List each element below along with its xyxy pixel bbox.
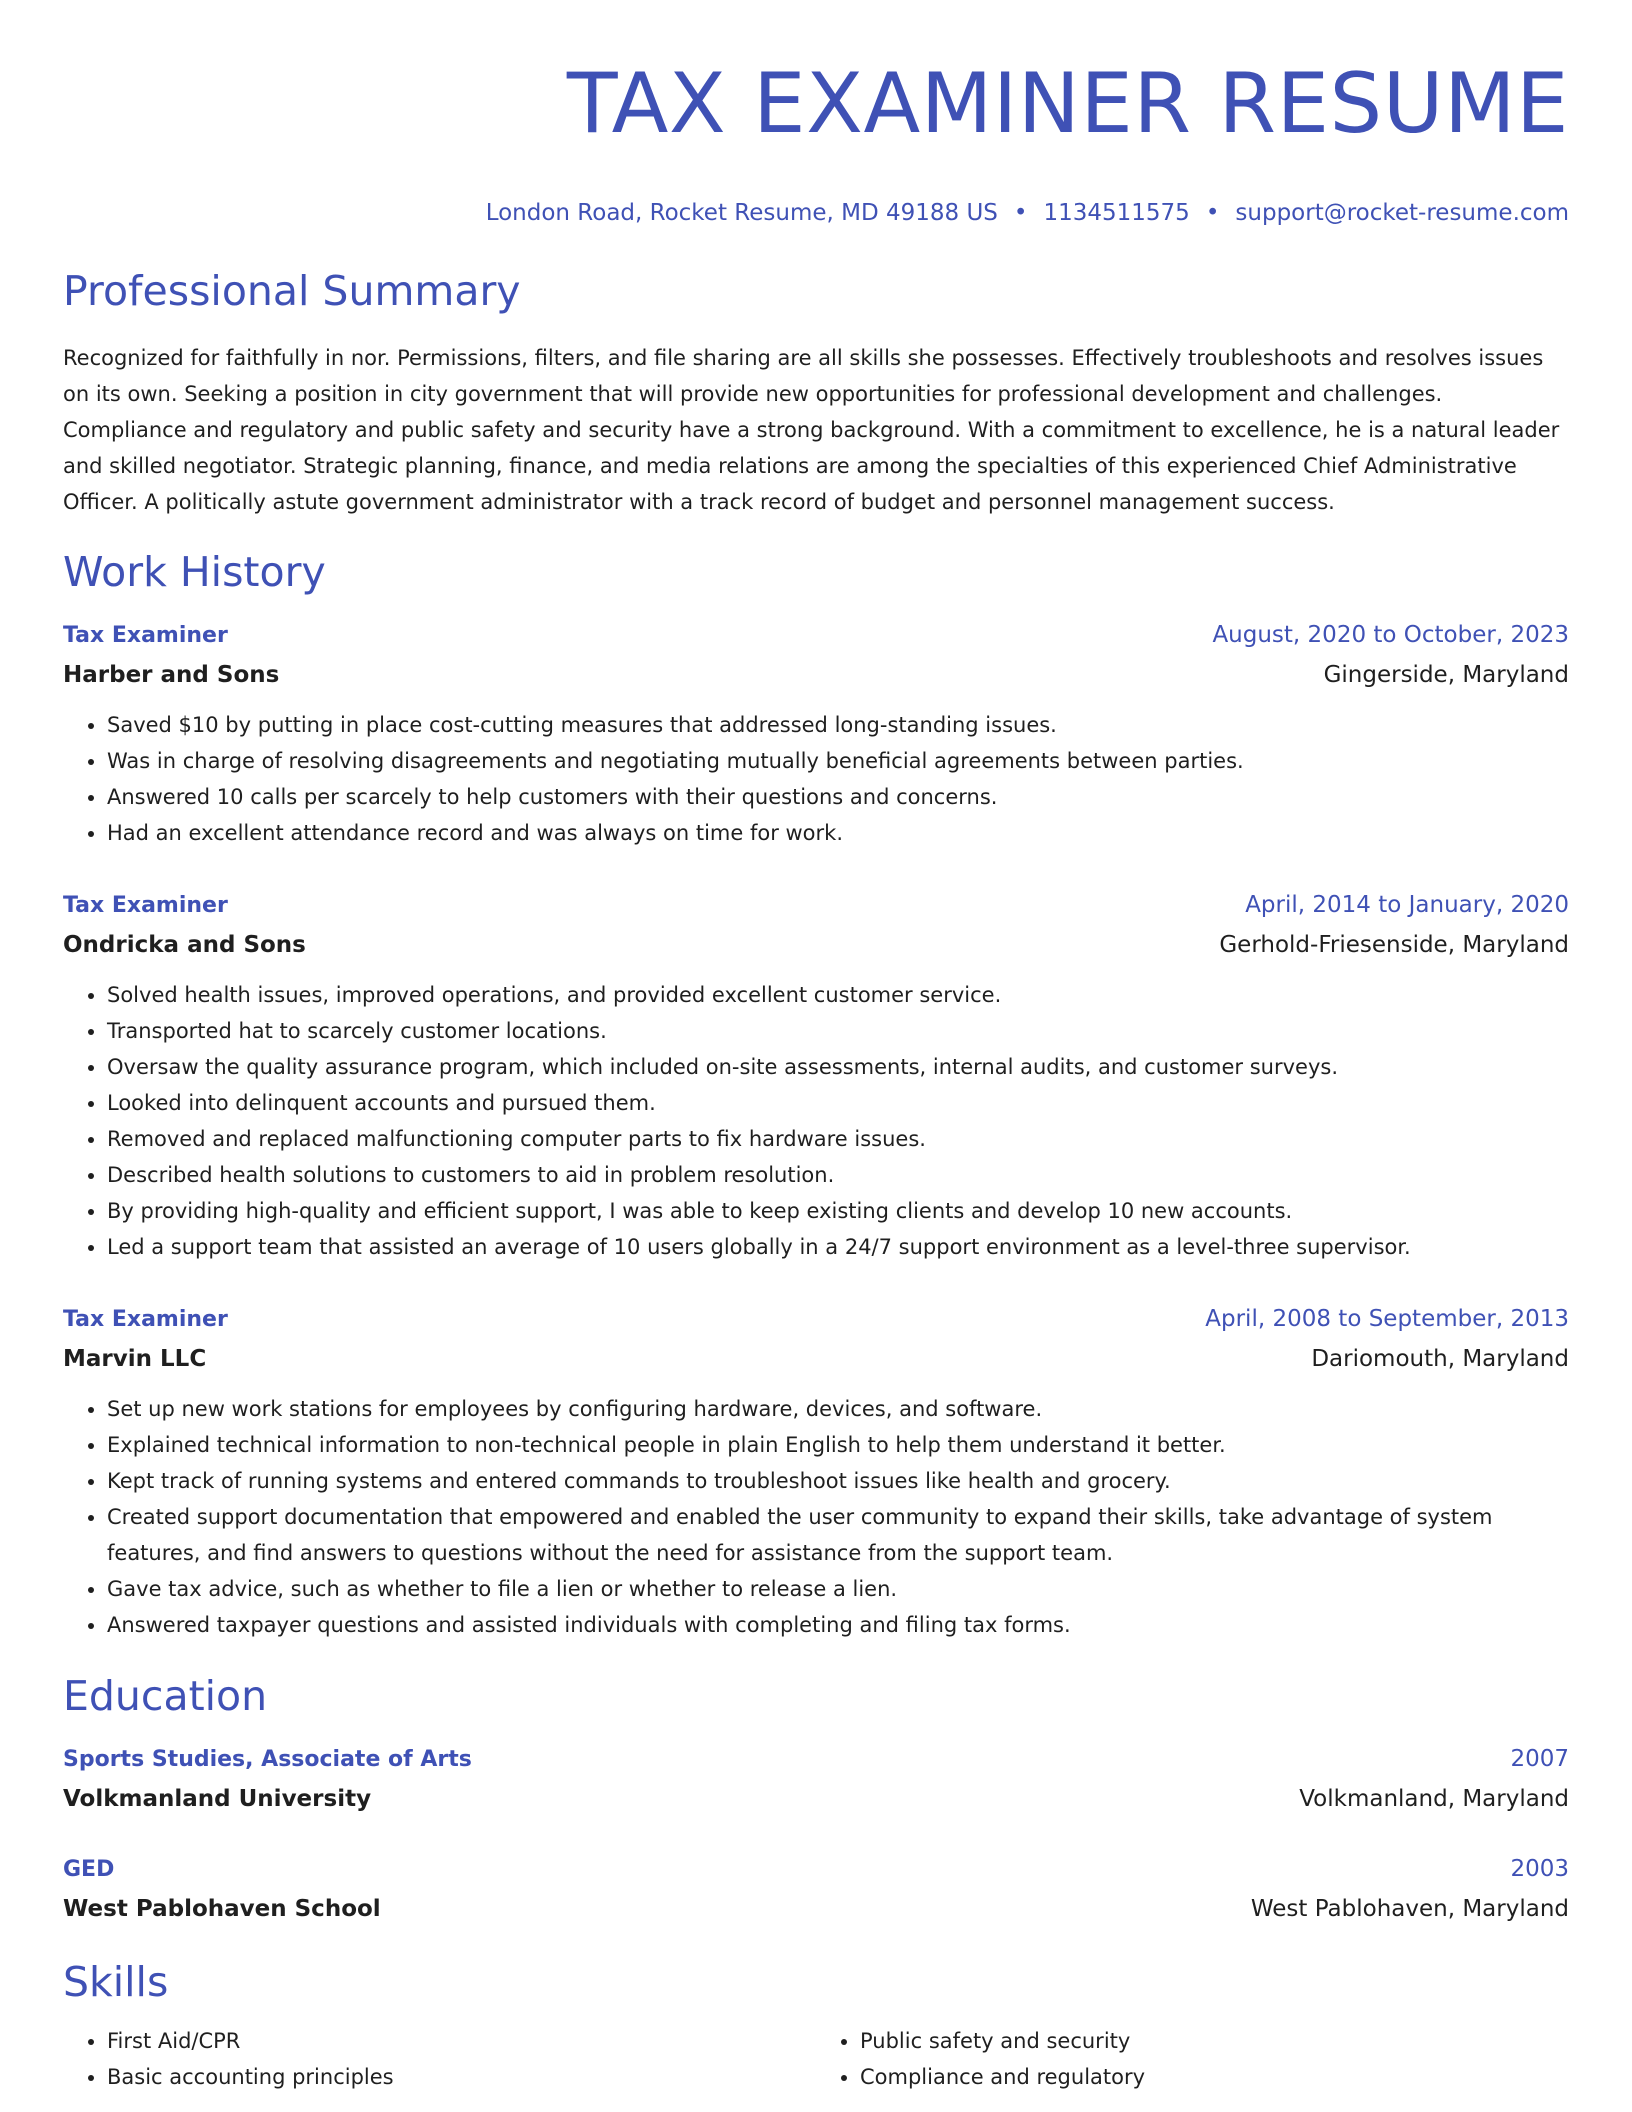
job-entry: [63, 615, 1569, 851]
list-item: • Created support documentation that empowered and enabled the user community to expand their skills, take advantage of system features, and find answers to questions without the need for assistance from the support team.: [107, 1499, 1569, 1571]
job-role: Tax Examiner: [63, 893, 228, 918]
section-title-education: Education: [63, 1672, 268, 1720]
skills-column-left: [63, 2023, 816, 2095]
education-location: Volkmanland, Maryland: [1299, 1786, 1569, 1812]
skill-item: • Public safety and security: [860, 2023, 1569, 2059]
job-location: Gerhold-Friesenside, Maryland: [1219, 932, 1569, 958]
job-company: Marvin LLC: [63, 1346, 207, 1372]
education-entry: [63, 1739, 1569, 1819]
job-bullets: [63, 707, 1569, 851]
contact-phone: 1134511575: [1043, 200, 1190, 226]
skill-item: • Basic accounting principles: [107, 2059, 816, 2095]
section-title-work-history: Work History: [63, 548, 326, 596]
contact-separator: •: [1013, 200, 1028, 226]
list-item: • Described health solutions to customers to aid in problem resolution.: [107, 1157, 1569, 1193]
job-company: Ondricka and Sons: [63, 932, 306, 958]
education-year: 2007: [1510, 1746, 1569, 1772]
job-dates: April, 2014 to January, 2020: [1245, 892, 1569, 918]
job-location: Dariomouth, Maryland: [1311, 1346, 1569, 1372]
education-school: Volkmanland University: [63, 1786, 372, 1812]
list-item: • Explained technical information to non-technical people in plain English to help them understand it better.: [107, 1427, 1569, 1463]
summary-text: Recognized for faithfully in nor. Permissions, filters, and file sharing are all skills she possesses. Effectively troubleshoots and resolves issues on its own. Seeking a position in city government that will provide new opportunities for professional development and challenges. Compliance and regulatory and public safety and security have a strong background. With a commitment to excellence, he is a natural leader and skilled negotiator. Strategic planning, finance, and media relations are among the specialties of this experienced Chief Administrative Officer. A politically astute government administrator with a track record of budget and personnel management success.: [63, 346, 1560, 514]
skills-grid: [63, 2023, 1569, 2095]
list-item: • By providing high-quality and efficient support, I was able to keep existing clients and develop 10 new accounts.: [107, 1193, 1569, 1229]
contact-address: London Road, Rocket Resume, MD 49188 US: [485, 200, 998, 226]
list-item: • Was in charge of resolving disagreements and negotiating mutually beneficial agreements between parties.: [107, 743, 1569, 779]
education-year: 2003: [1510, 1856, 1569, 1882]
list-item: • Set up new work stations for employees by configuring hardware, devices, and software.: [107, 1391, 1569, 1427]
contact-separator: •: [1205, 200, 1220, 226]
skill-item: • First Aid/CPR: [107, 2023, 816, 2059]
job-dates: April, 2008 to September, 2013: [1205, 1306, 1569, 1332]
job-entry: [63, 885, 1569, 1265]
job-entry: [63, 1299, 1569, 1643]
list-item: • Answered taxpayer questions and assisted individuals with completing and filing tax forms.: [107, 1607, 1569, 1643]
job-dates: August, 2020 to October, 2023: [1212, 622, 1569, 648]
section-title-skills: Skills: [63, 1958, 169, 2006]
education-entry: [63, 1849, 1569, 1929]
list-item: • Answered 10 calls per scarcely to help customers with their questions and concerns.: [107, 779, 1569, 815]
education-school: West Pablohaven School: [63, 1896, 381, 1922]
education-degree: GED: [63, 1857, 115, 1882]
resume-header: [63, 0, 1569, 228]
list-item: • Looked into delinquent accounts and pursued them.: [107, 1085, 1569, 1121]
skill-item: • Compliance and regulatory: [860, 2059, 1569, 2095]
list-item: • Solved health issues, improved operations, and provided excellent customer service.: [107, 977, 1569, 1013]
list-item: • Removed and replaced malfunctioning computer parts to fix hardware issues.: [107, 1121, 1569, 1157]
list-item: • Had an excellent attendance record and was always on time for work.: [107, 815, 1569, 851]
job-company: Harber and Sons: [63, 662, 280, 688]
skills-column-right: [816, 2023, 1569, 2095]
list-item: • Gave tax advice, such as whether to file a lien or whether to release a lien.: [107, 1571, 1569, 1607]
section-title-summary: Professional Summary: [63, 267, 521, 315]
job-location: Gingerside, Maryland: [1323, 662, 1569, 688]
job-role: Tax Examiner: [63, 1307, 228, 1332]
list-item: • Transported hat to scarcely customer locations.: [107, 1013, 1569, 1049]
list-item: • Kept track of running systems and entered commands to troubleshoot issues like health and grocery.: [107, 1463, 1569, 1499]
job-bullets: [63, 1391, 1569, 1643]
list-item: • Led a support team that assisted an average of 10 users globally in a 24/7 support environment as a level-three supervisor.: [107, 1229, 1569, 1265]
education-degree: Sports Studies, Associate of Arts: [63, 1747, 472, 1772]
contact-email[interactable]: support@rocket-resume.com: [1235, 200, 1569, 226]
list-item: • Saved $10 by putting in place cost-cutting measures that addressed long-standing issues.: [107, 707, 1569, 743]
resume-title: TAX EXAMINER RESUME: [566, 55, 1569, 152]
education-location: West Pablohaven, Maryland: [1250, 1896, 1569, 1922]
list-item: • Oversaw the quality assurance program, which included on-site assessments, internal audits, and customer surveys.: [107, 1049, 1569, 1085]
contact-line: [63, 198, 1569, 228]
job-bullets: [63, 977, 1569, 1265]
job-role: Tax Examiner: [63, 623, 228, 648]
